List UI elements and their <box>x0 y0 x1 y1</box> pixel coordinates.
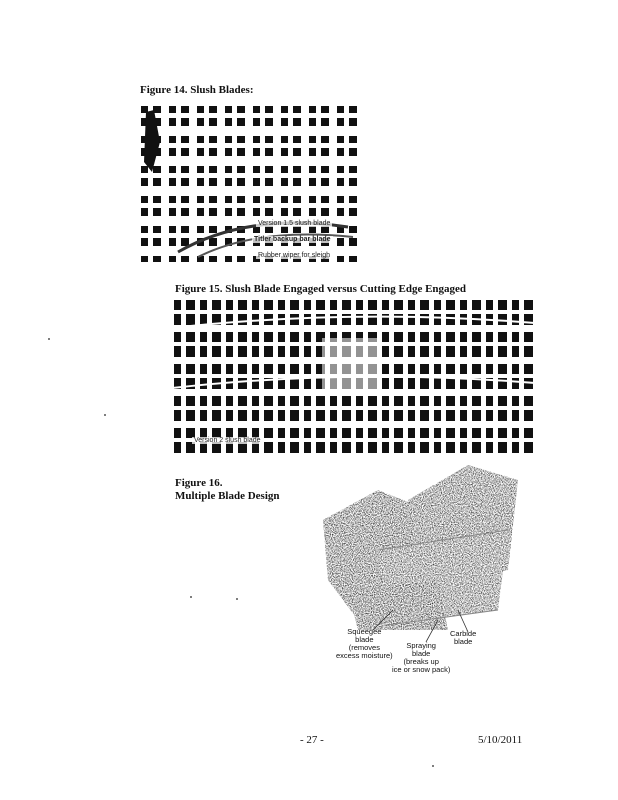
figure-15-label-slush-blade: Version 2 slush blade <box>194 437 261 444</box>
figure-15-photo <box>172 298 535 453</box>
scan-speck <box>432 765 434 767</box>
figure-14-label-backup-bar: Titler backup bar blade <box>254 236 331 243</box>
figure-14-label-rubber-wiper: Rubber wiper for sleigh <box>258 252 330 259</box>
figure-16-caption <box>175 477 280 503</box>
page-date: 5/10/2011 <box>478 734 523 746</box>
scan-speck <box>236 598 238 600</box>
scan-speck <box>190 596 192 598</box>
figure-16-callout-squeegee: Squeegee blade (removes excess moisture) <box>336 627 393 660</box>
figure-16-caption-line-1: Figure 16. <box>175 477 223 489</box>
figure-14-label-slush-blade: Version 1.5 slush blade <box>258 220 331 227</box>
figure-14-caption: Figure 14. Slush Blades: <box>140 84 254 96</box>
figure-16-photo <box>318 460 523 680</box>
figure-16-caption-line-2: Multiple Blade Design <box>175 490 280 502</box>
scan-speck <box>48 338 50 340</box>
figure-15-image <box>172 298 535 453</box>
figure-15-caption: Figure 15. Slush Blade Engaged versus Cutting Edge Engaged <box>175 283 467 295</box>
scan-speck <box>104 414 106 416</box>
figure-14-photo <box>138 102 360 262</box>
page-number: - 27 - <box>300 734 324 746</box>
figure-16-callout-spraying: Spraying blade (breaks up ice or snow pack) <box>392 641 451 674</box>
figure-16-callout-carbide: Carbide blade <box>450 629 477 646</box>
